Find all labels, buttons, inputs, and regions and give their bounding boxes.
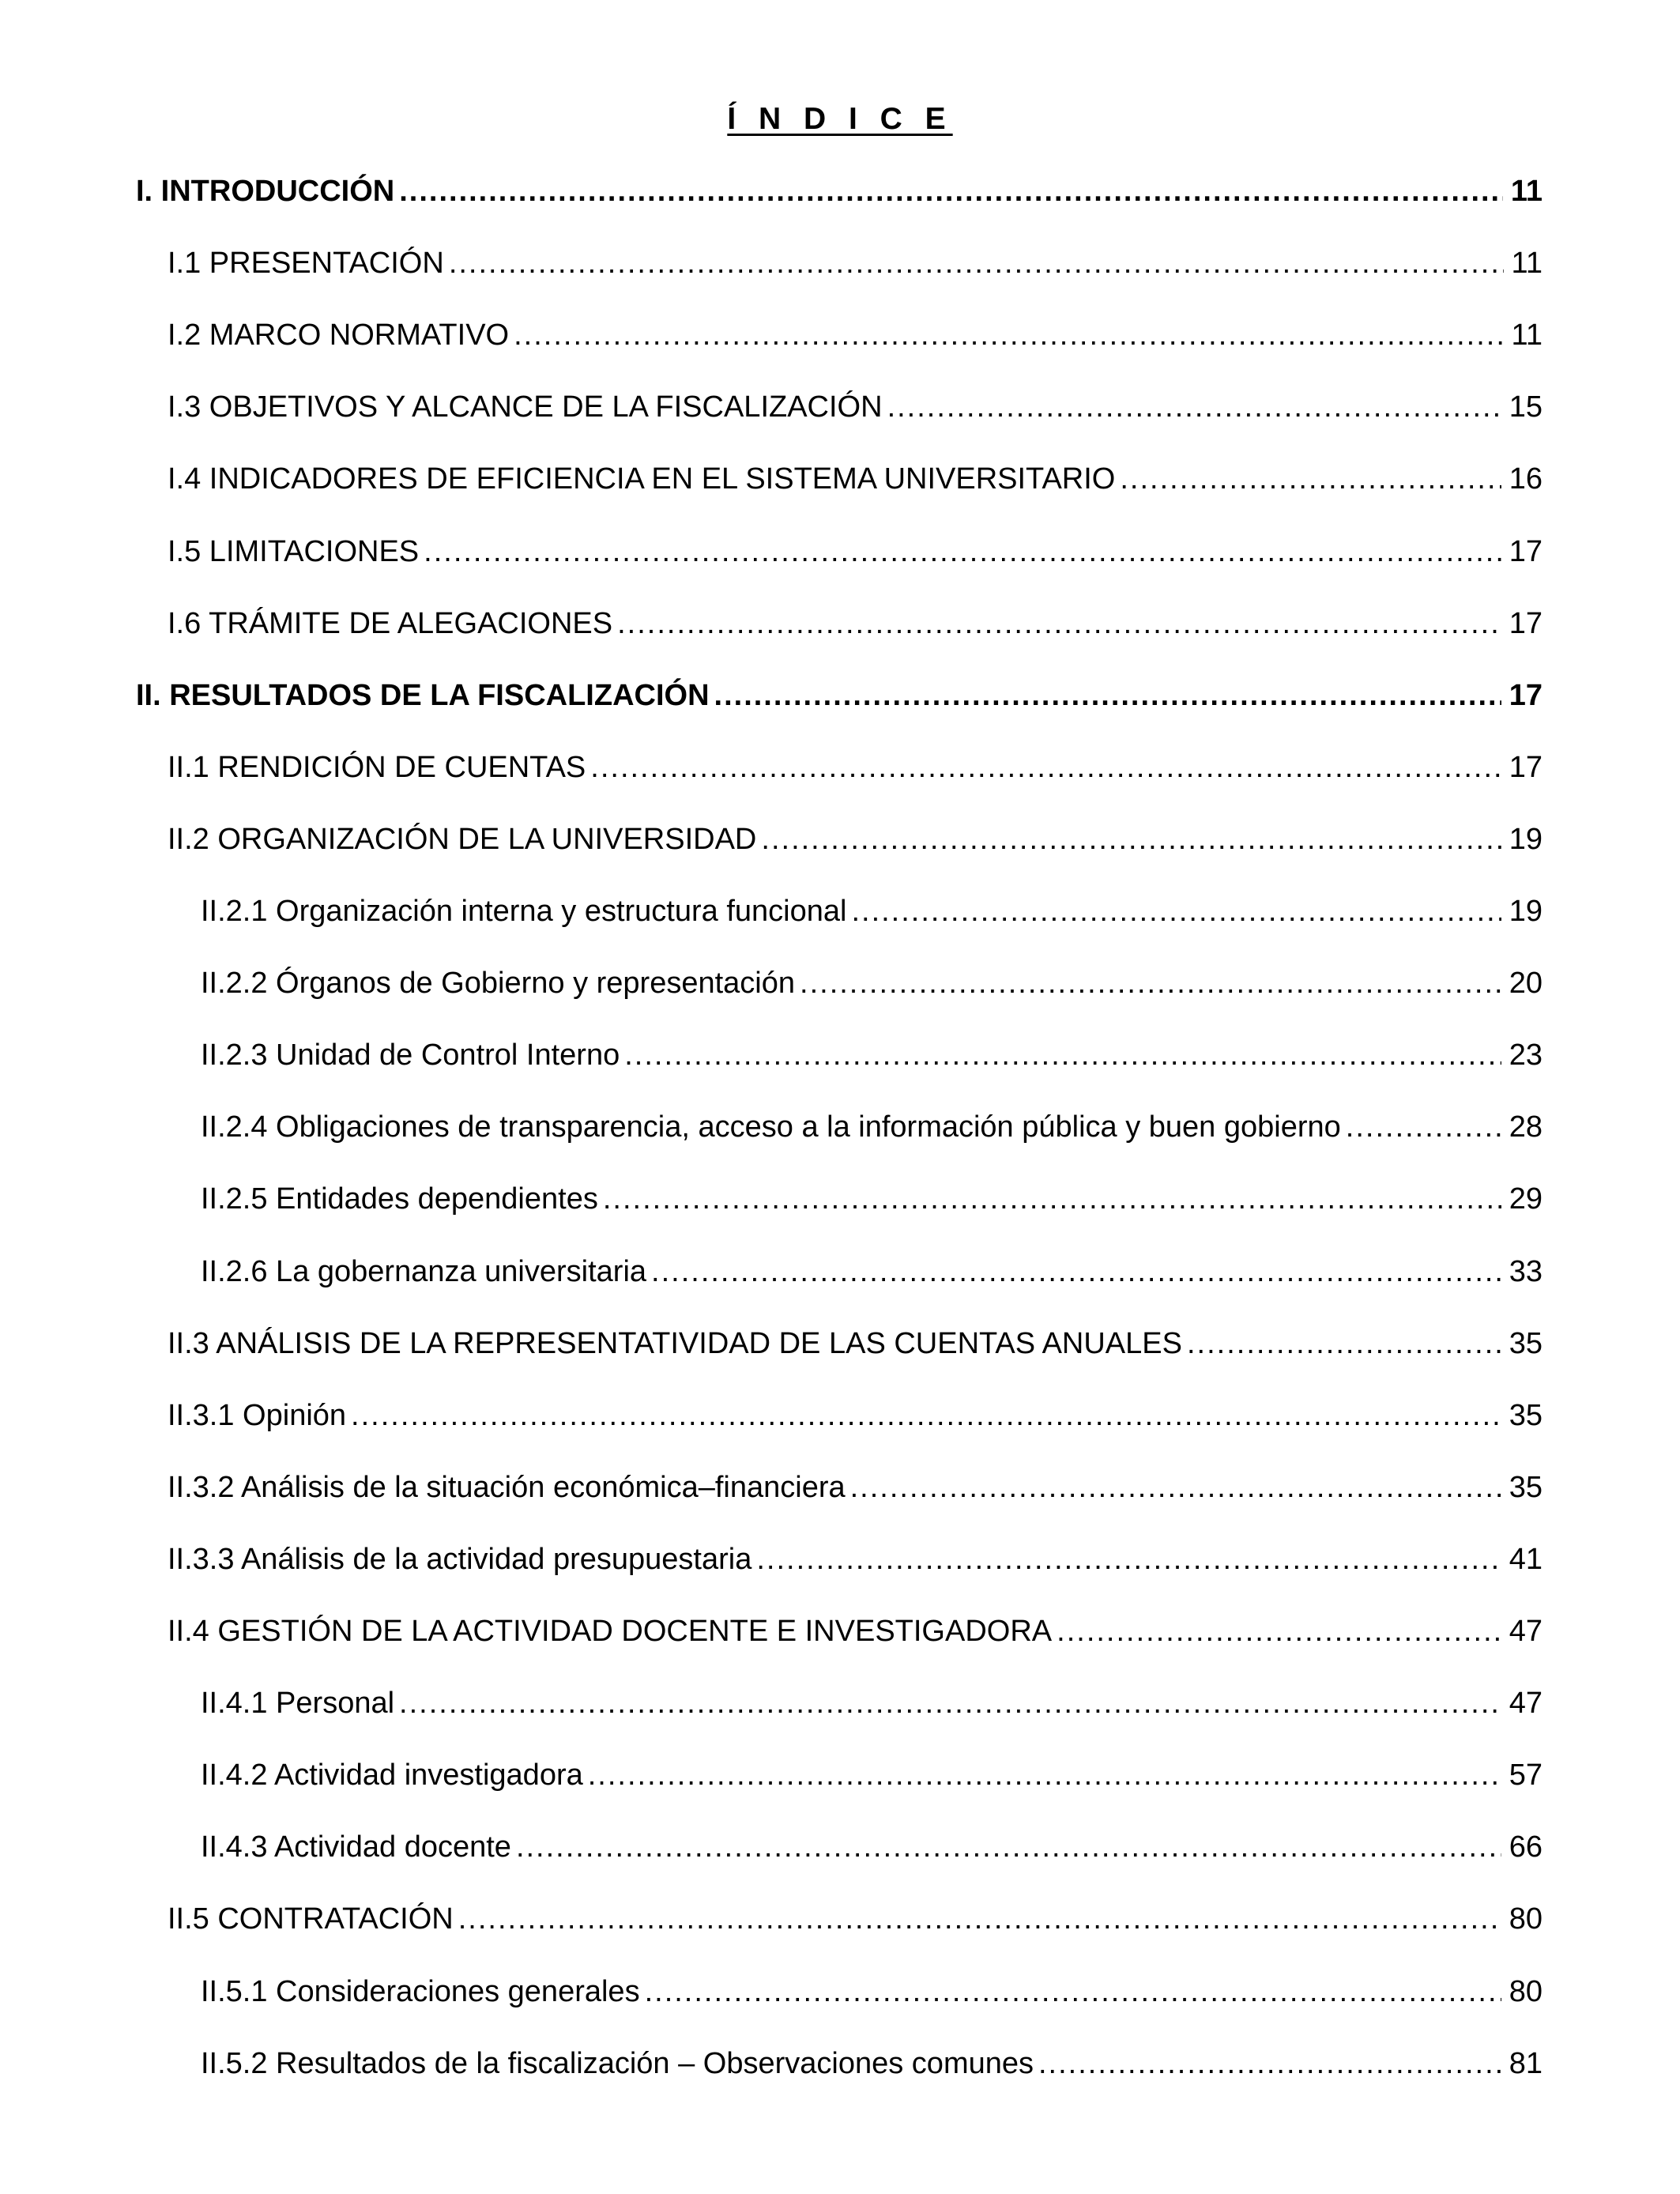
- toc-page-number: 20: [1509, 967, 1543, 1001]
- toc-entry-title: II.2.6 La gobernanza universitaria: [201, 1254, 647, 1288]
- toc-entry[interactable]: [168, 455, 1543, 499]
- toc-entry-title: I.3 OBJETIVOS Y ALCANCE DE LA FISCALIZACIÓN: [168, 390, 883, 424]
- toc-entry-title: II.5.2 Resultados de la fiscalización – Observaciones comunes: [201, 2046, 1034, 2080]
- toc-entry[interactable]: [168, 239, 1543, 284]
- toc-dot-leader: [645, 1971, 1501, 2012]
- toc-entry-title: I.1 PRESENTACIÓN: [168, 247, 444, 281]
- toc-page-number: 57: [1509, 1759, 1543, 1793]
- toc-entry-title: II.2.1 Organización interna y estructura funcional: [201, 895, 847, 928]
- toc-dot-leader: [1120, 458, 1501, 499]
- toc-entry[interactable]: [201, 2040, 1543, 2084]
- toc-dot-leader: [850, 1467, 1501, 1508]
- toc-entry[interactable]: [201, 959, 1543, 1004]
- toc-entry[interactable]: [168, 816, 1543, 860]
- toc-entry-title: II.3.2 Análisis de la situación económica–financiera: [168, 1470, 846, 1504]
- toc-page-number: 47: [1509, 1687, 1543, 1721]
- toc-page-number: 17: [1509, 750, 1543, 784]
- toc-entry[interactable]: [168, 600, 1543, 644]
- toc-entry[interactable]: [201, 888, 1543, 932]
- toc-page-number: 81: [1509, 2046, 1543, 2080]
- toc-dot-leader: [603, 1178, 1501, 1220]
- toc-entry-title: I.4 INDICADORES DE EFICIENCIA EN EL SISTEMA UNIVERSITARIO: [168, 462, 1116, 496]
- toc-page-number: 80: [1509, 1974, 1543, 2008]
- toc-entry-title: II.1 RENDICIÓN DE CUENTAS: [168, 750, 586, 784]
- toc-entry[interactable]: [168, 1392, 1543, 1436]
- toc-dot-leader: [449, 243, 1504, 284]
- toc-page-number: 35: [1509, 1398, 1543, 1432]
- toc-entry-title: I.5 LIMITACIONES: [168, 534, 420, 568]
- index-title: Í N D I C E: [727, 102, 953, 136]
- toc-entry[interactable]: [201, 1679, 1543, 1724]
- toc-entry-title: I. INTRODUCCIÓN: [136, 175, 395, 208]
- toc-entry[interactable]: [168, 383, 1543, 428]
- toc-page-number: 11: [1510, 175, 1543, 208]
- toc-entry[interactable]: [168, 744, 1543, 788]
- toc-entry-title: II.4.2 Actividad investigadora: [201, 1759, 583, 1793]
- toc-dot-leader: [1057, 1611, 1501, 1652]
- toc-page-number: 16: [1509, 462, 1543, 496]
- toc-entry-title: II.4.1 Personal: [201, 1687, 395, 1721]
- toc-entry-title: II.4.3 Actividad docente: [201, 1830, 511, 1864]
- toc-entry-title: II.2 ORGANIZACIÓN DE LA UNIVERSIDAD: [168, 822, 757, 856]
- toc-dot-leader: [590, 747, 1501, 788]
- toc-page-number: 29: [1509, 1182, 1543, 1216]
- toc-page-number: 17: [1509, 678, 1543, 712]
- toc-entry[interactable]: [168, 528, 1543, 572]
- toc-entry[interactable]: [168, 1895, 1543, 1940]
- toc-entry-title: II.3.3 Análisis de la actividad presupuestaria: [168, 1542, 752, 1576]
- toc-entry[interactable]: [201, 1175, 1543, 1220]
- toc-dot-leader: [1187, 1323, 1501, 1364]
- toc-dot-leader: [588, 1755, 1501, 1796]
- toc-page-number: 17: [1509, 606, 1543, 640]
- toc-dot-leader: [651, 1251, 1501, 1292]
- toc-entry-title: II.5.1 Consideraciones generales: [201, 1974, 640, 2008]
- toc-page-number: 66: [1509, 1830, 1543, 1864]
- toc-dot-leader: [424, 531, 1501, 572]
- toc-page-number: 33: [1509, 1254, 1543, 1288]
- toc-dot-leader: [714, 675, 1501, 716]
- toc-dot-leader: [399, 171, 1503, 212]
- toc-dot-leader: [761, 819, 1501, 860]
- toc-entry[interactable]: [168, 1536, 1543, 1580]
- toc-entry[interactable]: [201, 1248, 1543, 1292]
- toc-entry-title: II.3.1 Opinión: [168, 1398, 347, 1432]
- toc-page-number: 41: [1509, 1542, 1543, 1576]
- toc-entry[interactable]: [136, 168, 1543, 212]
- toc-dot-leader: [1038, 2043, 1501, 2084]
- toc-entry[interactable]: [201, 1031, 1543, 1076]
- toc-page-number: 47: [1509, 1615, 1543, 1648]
- toc-entry-title: I.6 TRÁMITE DE ALEGACIONES: [168, 606, 613, 640]
- toc-entry-title: II.5 CONTRATACIÓN: [168, 1902, 454, 1936]
- toc-page-number: 28: [1509, 1110, 1543, 1144]
- toc-entry[interactable]: [136, 672, 1543, 716]
- toc-dot-leader: [887, 386, 1501, 428]
- toc-entry-title: II. RESULTADOS DE LA FISCALIZACIÓN: [136, 678, 710, 712]
- toc-dot-leader: [1346, 1106, 1501, 1148]
- toc-page-number: 17: [1509, 534, 1543, 568]
- toc-entry[interactable]: [201, 1823, 1543, 1868]
- toc-entry[interactable]: [168, 1464, 1543, 1508]
- toc-dot-leader: [851, 891, 1501, 932]
- toc-page-number: 11: [1511, 319, 1543, 352]
- toc-dot-leader: [617, 603, 1501, 644]
- toc-dot-leader: [351, 1395, 1501, 1436]
- toc-page-number: 11: [1511, 247, 1543, 281]
- toc-dot-leader: [624, 1035, 1501, 1076]
- toc-entry-title: II.2.4 Obligaciones de transparencia, acceso a la información pública y buen gobierno: [201, 1110, 1341, 1144]
- toc-dot-leader: [756, 1539, 1501, 1580]
- toc-entry[interactable]: [168, 311, 1543, 356]
- toc-entry-title: II.2.5 Entidades dependientes: [201, 1182, 598, 1216]
- toc-entry[interactable]: [168, 1608, 1543, 1652]
- toc-dot-leader: [458, 1898, 1501, 1940]
- toc-entry[interactable]: [168, 1320, 1543, 1364]
- toc-entry-title: I.2 MARCO NORMATIVO: [168, 319, 510, 352]
- toc-page-number: 19: [1509, 822, 1543, 856]
- toc-entry[interactable]: [201, 1103, 1543, 1148]
- toc-dot-leader: [399, 1683, 1501, 1724]
- toc-page-number: 35: [1509, 1326, 1543, 1360]
- toc-page-number: 80: [1509, 1902, 1543, 1936]
- toc-entry[interactable]: [201, 1751, 1543, 1796]
- toc-dot-leader: [800, 963, 1501, 1004]
- toc-entry-title: II.2.3 Unidad de Control Interno: [201, 1039, 620, 1072]
- toc-page-number: 35: [1509, 1470, 1543, 1504]
- toc-page-number: 15: [1509, 390, 1543, 424]
- toc-entry-title: II.2.2 Órganos de Gobierno y representación: [201, 967, 796, 1001]
- toc-entry[interactable]: [201, 1968, 1543, 2012]
- toc-page-number: 19: [1509, 895, 1543, 928]
- toc-dot-leader: [516, 1826, 1501, 1868]
- toc-entry-title: II.4 GESTIÓN DE LA ACTIVIDAD DOCENTE E INVESTIGADORA: [168, 1615, 1053, 1648]
- toc-dot-leader: [514, 315, 1503, 356]
- toc-entry-title: II.3 ANÁLISIS DE LA REPRESENTATIVIDAD DE LAS CUENTAS ANUALES: [168, 1326, 1182, 1360]
- toc-page-number: 23: [1509, 1039, 1543, 1072]
